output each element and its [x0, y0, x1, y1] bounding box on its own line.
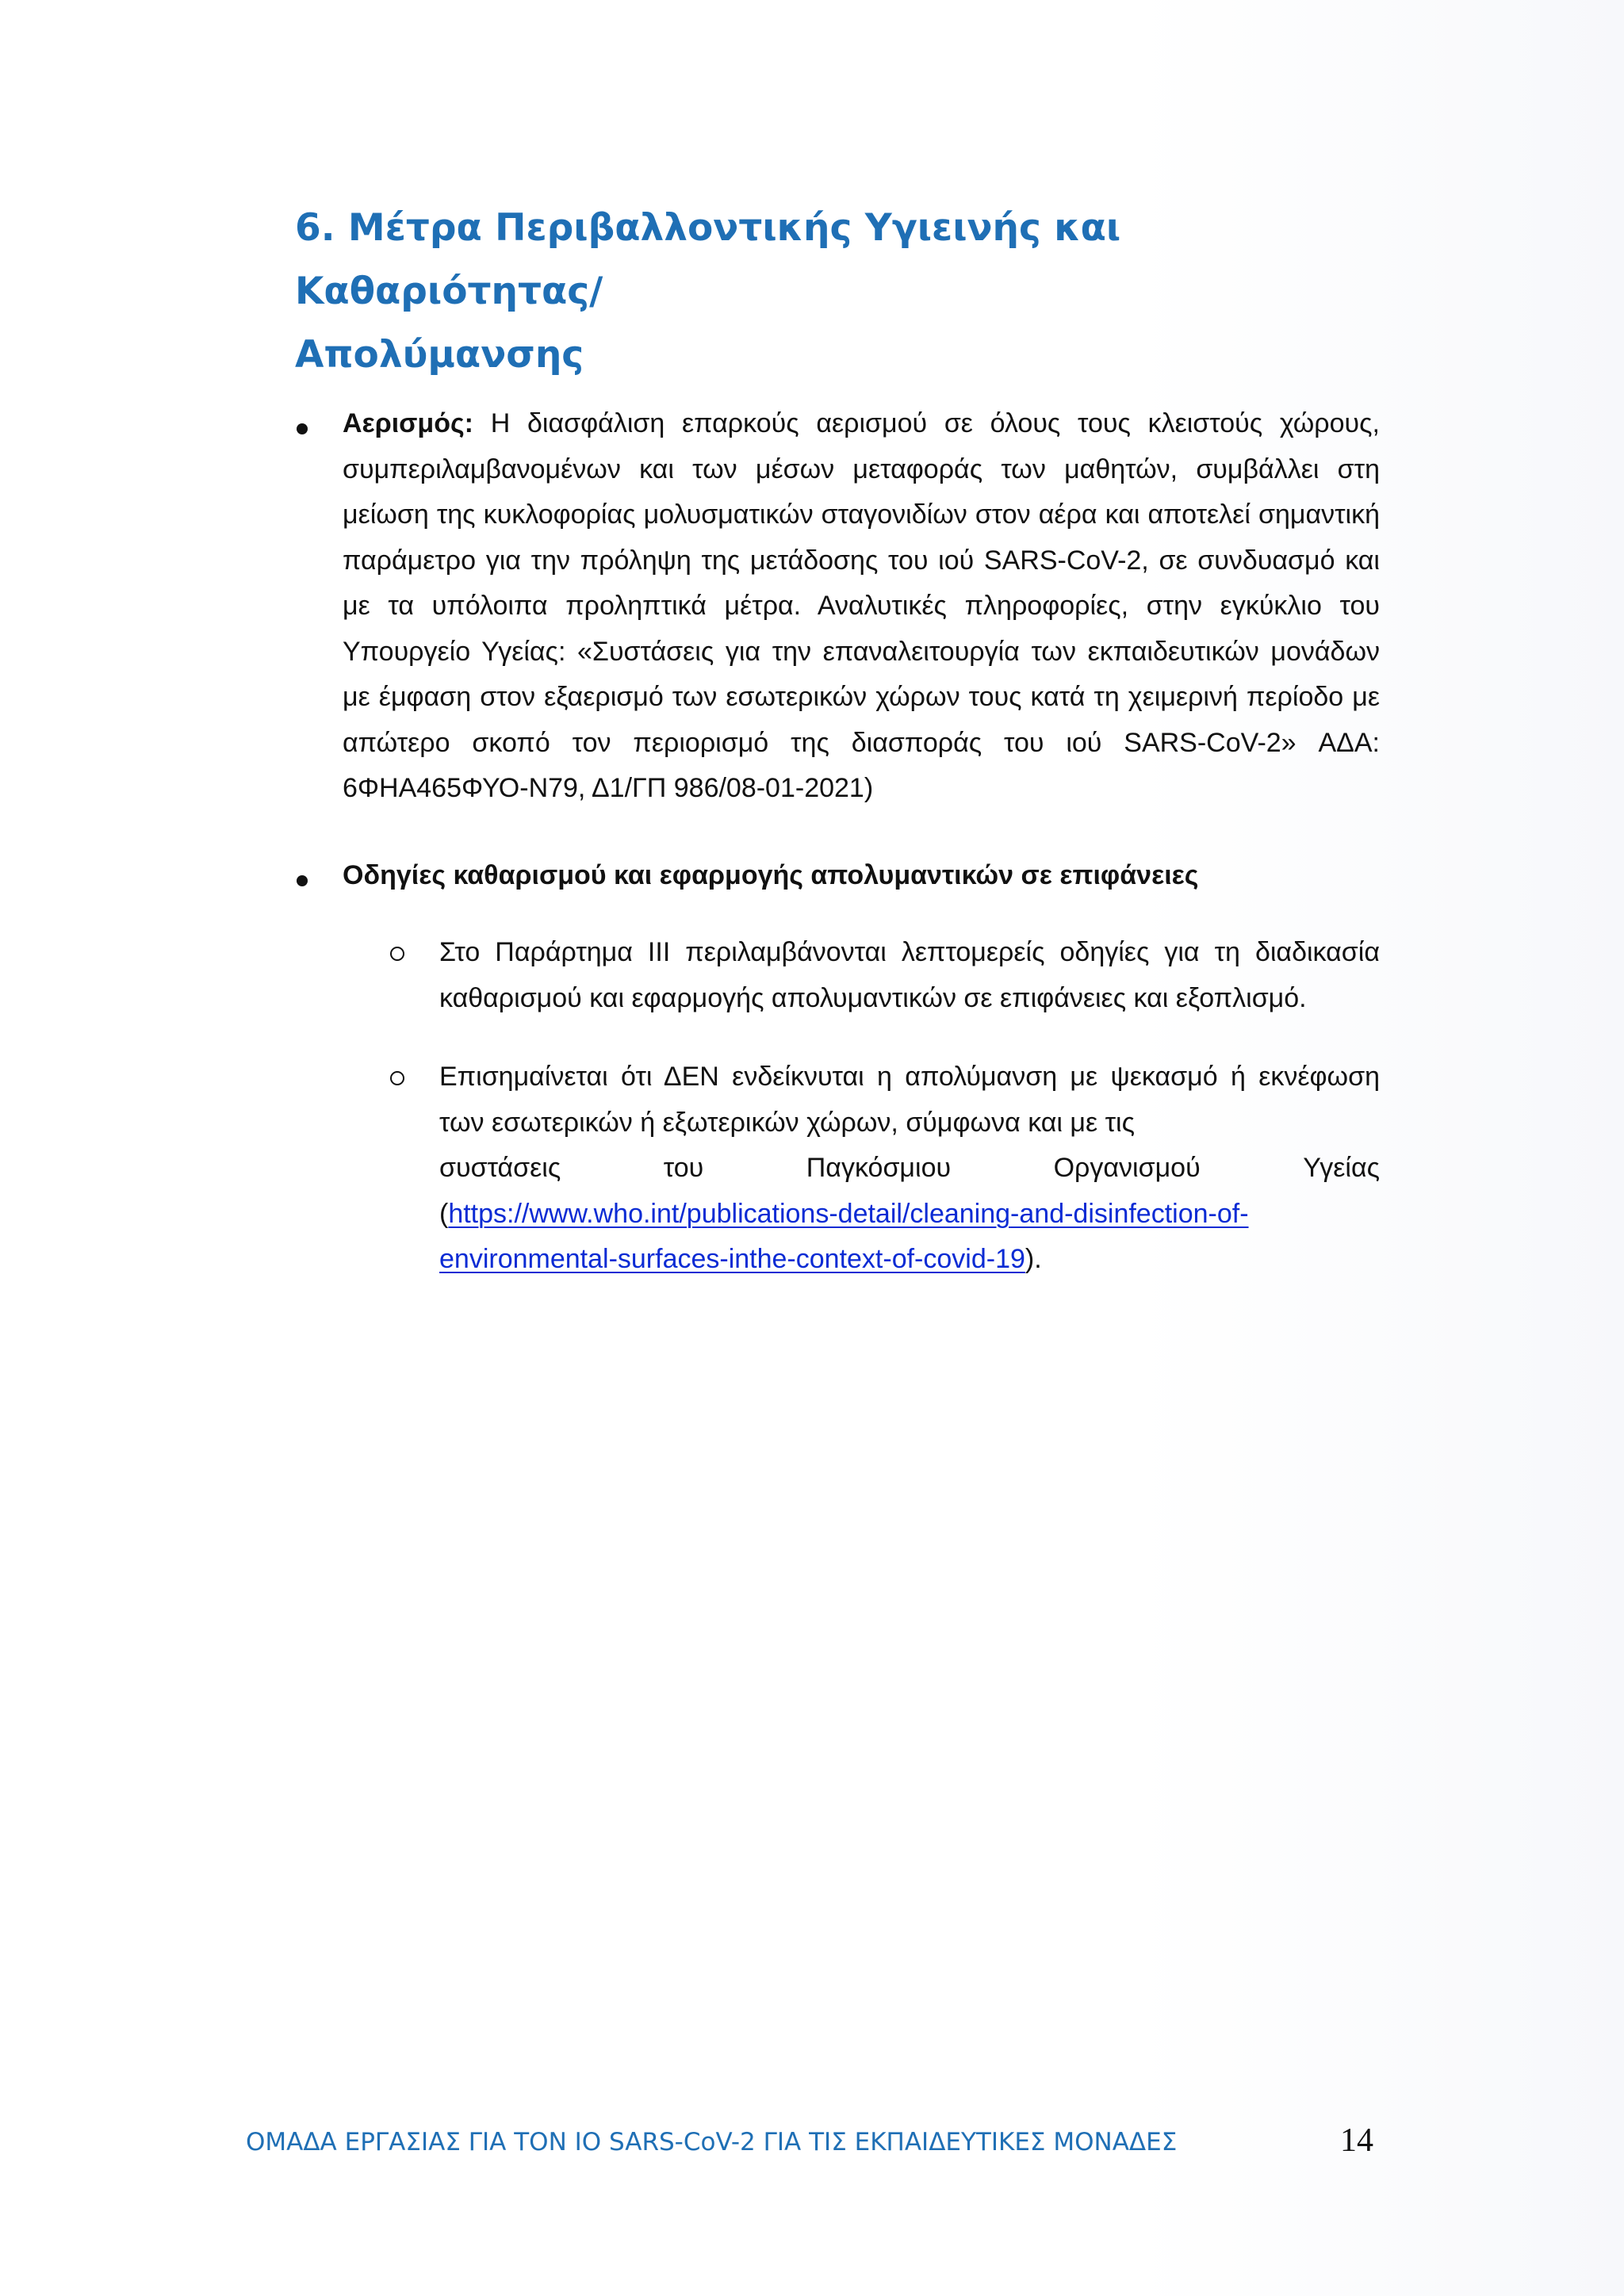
paren-open: (: [439, 1198, 449, 1229]
paren-close: ).: [1025, 1244, 1042, 1274]
section-heading-line-1: 6. Μέτρα Περιβαλλοντικής Υγιεινής και Καθαριότητας/: [295, 206, 1121, 313]
page-number: 14: [1340, 2122, 1373, 2159]
who-link-part-2[interactable]: environmental-surfaces-inthe-context-of-covid-19: [439, 1244, 1025, 1274]
who-link-part-1[interactable]: https://www.who.int/publications-detail/cleaning-and-disinfection-of-: [448, 1198, 1249, 1229]
ventilation-bullet: [295, 401, 1380, 812]
cleaning-bullet: [295, 853, 1380, 899]
who-word: Παγκόσμιου: [806, 1153, 952, 1183]
bullet-dot-icon: [297, 875, 308, 886]
section-heading-line-2: Απολύμανσης: [295, 333, 584, 377]
who-word: Υγείας: [1303, 1153, 1380, 1183]
content-body: [295, 401, 1380, 1283]
who-word: του: [663, 1153, 704, 1183]
cleaning-heading: Οδηγίες καθαρισμού και εφαρμογής απολυμαντικών σε επιφάνειες: [343, 859, 1199, 890]
who-link-line-1: [439, 1192, 1380, 1238]
hollow-circle-icon: [390, 947, 404, 961]
hollow-circle-icon: [390, 1071, 404, 1085]
annex-text: Στο Παράρτημα ΙΙΙ περιλαμβάνονται λεπτομερείς οδηγίες για τη διαδικασία καθαρισμού και εφαρμογής απολυμαντικών σε επιφάνειες και εξοπλισμό.: [439, 937, 1380, 1013]
section-heading: [295, 197, 1389, 387]
annex-sub-item: [343, 930, 1380, 1021]
footer-title: ΟΜΑΔΑ ΕΡΓΑΣΙΑΣ ΓΙΑ ΤΟΝ ΙΟ SARS-CoV-2 ΓΙΑ ΤΙΣ ΕΚΠΑΙΔΕΥΤΙΚΕΣ ΜΟΝΑΔΕΣ: [246, 2128, 1178, 2156]
spray-warning-text: Επισημαίνεται ότι ΔΕΝ ενδείκνυται η απολύμανση με ψεκασμό ή εκνέφωση των εσωτερικών ή εξωτερικών χώρων, σύμφωνα και με τις: [439, 1062, 1380, 1138]
who-recommendations-line: [439, 1146, 1380, 1192]
who-link-line-2: [439, 1237, 1380, 1283]
bullet-dot-icon: [297, 423, 308, 434]
cleaning-sub-list: [343, 930, 1380, 1283]
ventilation-text: Η διασφάλιση επαρκούς αερισμού σε όλους τους κλειστούς χώρους, συμπεριλαμβανομένων και των μέσων μεταφοράς των μαθητών, συμβάλλει στη μείωση της κυκλοφορίας μολυσματικών σταγονιδίων στον αέρα και αποτελεί σημαντική παράμετρο για την πρόληψη της μετάδοσης του ιού SARS-CoV-2, σε συνδυασμό και με τα υπόλοιπα προληπτικά μέτρα. Αναλυτικές πληροφορίες, στην εγκύκλιο του Υπουργείο Υγείας: «Συστάσεις για την επαναλειτουργία των εκπαιδευτικών μονάδων με έμφαση στον εξαερισμό των εσωτερικών χώρων τους κατά τη χειμερινή περίοδο με απώτερο σκοπό τον περιορισμό της διασποράς του ιού SARS-CoV-2» ΑΔΑ: 6ΦΗΑ465ΦΥΟ-Ν79, Δ1/ΓΠ 986/08-01-2021): [343, 408, 1380, 803]
who-word: Οργανισμού: [1053, 1153, 1201, 1183]
spray-warning-sub-item: [343, 1054, 1380, 1283]
who-word: συστάσεις: [439, 1153, 561, 1183]
ventilation-label: Αερισμός:: [343, 408, 474, 438]
